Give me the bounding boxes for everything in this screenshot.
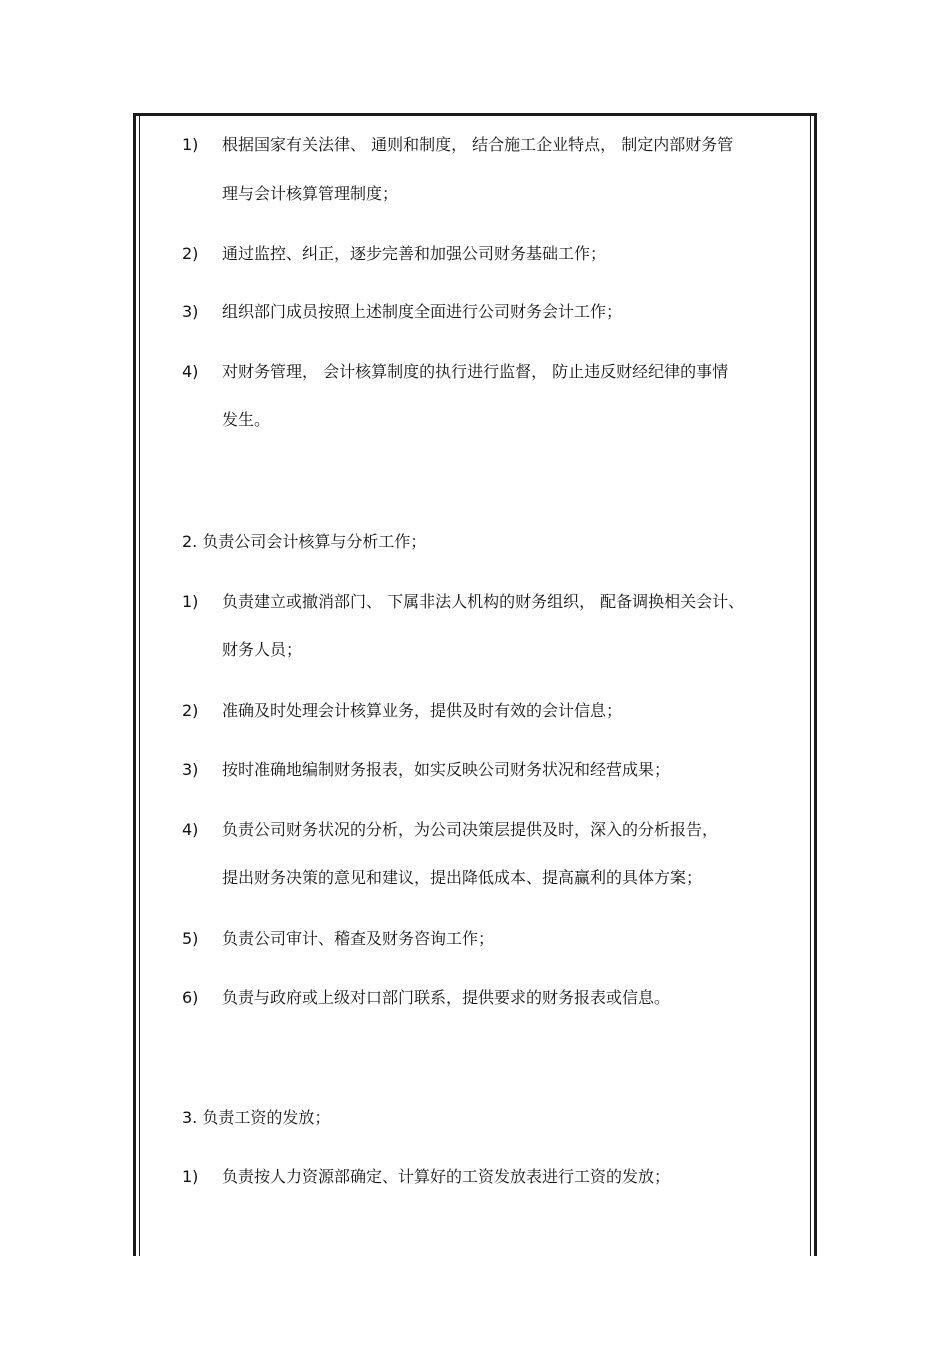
item-text: 准确及时处理会计核算业务，提供及时有效的会计信息； [222, 701, 623, 720]
item-text: 按时准确地编制财务报表，如实反映公司财务状况和经营成果； [222, 760, 671, 779]
item-text: 负责按人力资源部确定、计算好的工资发放表进行工资的发放； [222, 1167, 671, 1186]
item-number: 3) [182, 760, 199, 779]
item-text: 理与会计核算管理制度； [222, 184, 399, 203]
item-text: 负责与政府或上级对口部门联系，提供要求的财务报表或信息。 [222, 988, 671, 1007]
item-number: 6) [182, 988, 199, 1007]
item-number: 1) [182, 135, 199, 154]
item-text: 对财务管理， 会计核算制度的执行进行监督， 防止违反财经纪律的事情 [222, 362, 729, 381]
item-text: 提出财务决策的意见和建议，提出降低成本、提高赢利的具体方案； [222, 868, 703, 887]
item-number: 3) [182, 302, 199, 321]
item-text: 负责公司财务状况的分析，为公司决策层提供及时，深入的分析报告， [222, 820, 719, 839]
document-frame [133, 113, 817, 1256]
item-number: 1) [182, 1167, 199, 1186]
section-heading: 3. 负责工资的发放； [182, 1108, 331, 1127]
item-text: 根据国家有关法律、 通则和制度， 结合施工企业特点， 制定内部财务管 [222, 135, 734, 154]
item-number: 5) [182, 929, 199, 948]
item-number: 4) [182, 362, 199, 381]
item-text: 组织部门成员按照上述制度全面进行公司财务会计工作； [222, 302, 623, 321]
item-text: 通过监控、纠正，逐步完善和加强公司财务基础工作； [222, 244, 607, 263]
item-number: 4) [182, 820, 199, 839]
item-number: 1) [182, 592, 199, 611]
item-text: 负责建立或撤消部门、 下属非法人机构的财务组织， 配备调换相关会计、 [222, 592, 745, 611]
item-text: 财务人员； [222, 640, 303, 659]
section-heading: 2. 负责公司会计核算与分析工作； [182, 532, 427, 551]
item-text: 负责公司审计、稽查及财务咨询工作； [222, 929, 495, 948]
item-text: 发生。 [222, 410, 271, 429]
item-number: 2) [182, 244, 199, 263]
item-number: 2) [182, 701, 199, 720]
